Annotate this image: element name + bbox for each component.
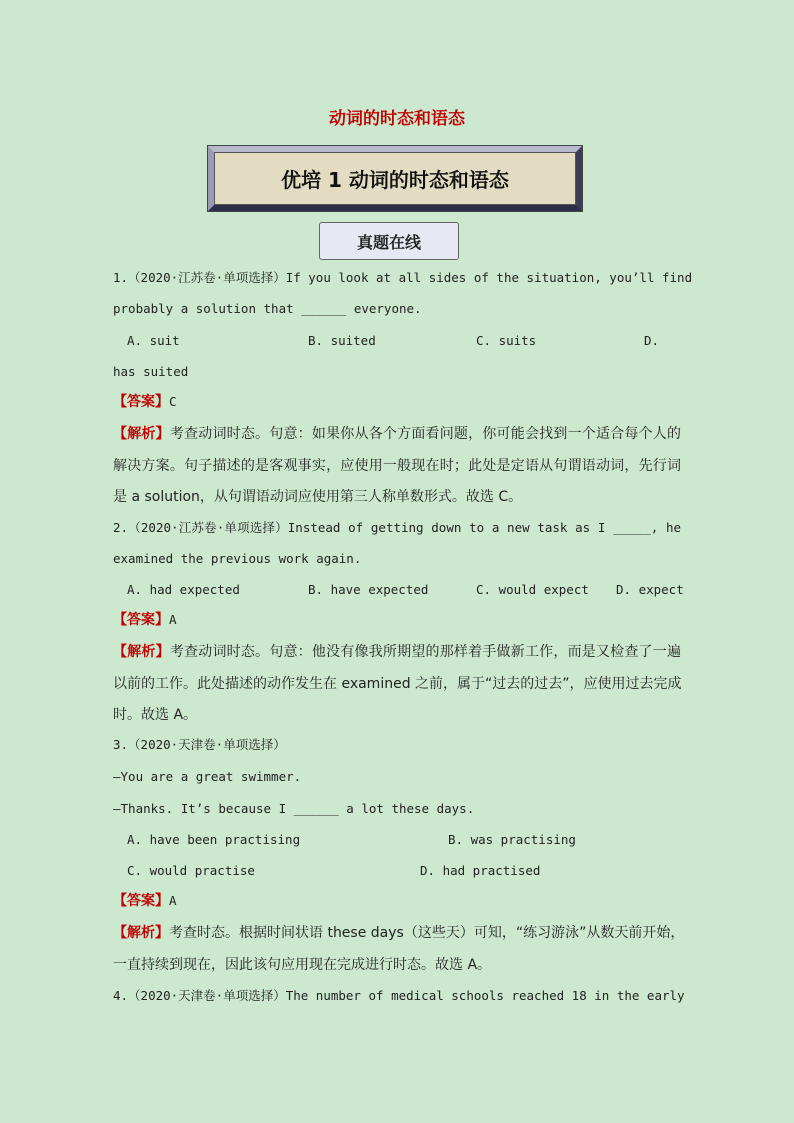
question-1-answer bbox=[113, 392, 681, 412]
option-b: B. suited bbox=[308, 333, 376, 348]
banner-title: 优培 1 动词的时态和语态 bbox=[214, 152, 576, 205]
question-2-answer bbox=[113, 610, 681, 630]
answer-tag: 【答案】 bbox=[113, 394, 169, 410]
section-heading: 真题在线 bbox=[319, 222, 459, 260]
question-3-stem-line-1: 3.（2020·天津卷·单项选择） bbox=[113, 737, 286, 752]
option-d: D. expect bbox=[616, 582, 684, 597]
answer-value: A bbox=[169, 893, 177, 908]
option-b: B. was practising bbox=[448, 832, 576, 847]
question-2-analysis-line-2: 以前的工作。此处描述的动作发生在 examined 之前，属于“过去的过去”，应使用过去完成 bbox=[113, 676, 682, 692]
option-b: B. have expected bbox=[308, 582, 429, 597]
answer-tag: 【答案】 bbox=[113, 612, 169, 628]
question-2-analysis-line-3: 时。故选 A。 bbox=[113, 707, 198, 723]
option-a: A. have been practising bbox=[127, 832, 301, 847]
option-c: C. would expect bbox=[476, 582, 589, 597]
question-3-stem-line-2: —You are a great swimmer. bbox=[113, 769, 302, 784]
question-1-analysis-line-1 bbox=[113, 424, 681, 444]
analysis-tag: 【解析】 bbox=[113, 925, 169, 941]
analysis-tag: 【解析】 bbox=[113, 644, 170, 660]
option-d: D. bbox=[644, 333, 660, 348]
analysis-text: 考查时态。根据时间状语 these days（这些天）可知，“练习游泳”从数天前开始， bbox=[169, 925, 685, 941]
question-3-answer bbox=[113, 891, 681, 911]
option-a: A. had expected bbox=[127, 582, 240, 597]
question-1-option-d-cont: has suited bbox=[113, 364, 189, 379]
question-2-stem-line-1: 2.（2020·江苏卷·单项选择）Instead of getting down to a new task as I _____, he bbox=[113, 520, 681, 535]
analysis-text: 考查动词时态。句意：他没有像我所期望的那样着手做新工作，而是又检查了一遍 bbox=[169, 644, 682, 660]
question-1-stem-line-2: probably a solution that ______ everyone. bbox=[113, 301, 422, 316]
question-1-stem-line-1: 1.（2020·江苏卷·单项选择）If you look at all sides of the situation, you’ll find bbox=[113, 270, 693, 285]
option-c: C. suits bbox=[476, 333, 537, 348]
question-3-analysis-line-1 bbox=[113, 923, 685, 943]
answer-tag: 【答案】 bbox=[113, 893, 169, 909]
answer-value: A bbox=[169, 612, 177, 627]
document-title: 动词的时态和语态 bbox=[329, 109, 465, 129]
lesson-banner bbox=[207, 145, 583, 212]
analysis-tag: 【解析】 bbox=[113, 426, 170, 442]
question-2-stem-line-2: examined the previous work again. bbox=[113, 551, 362, 566]
option-d: D. had practised bbox=[420, 863, 541, 878]
analysis-text: 考查动词时态。句意：如果你从各个方面看问题，你可能会找到一个适合每个人的 bbox=[169, 426, 682, 442]
question-4-stem-line-1: 4.（2020·天津卷·单项选择）The number of medical schools reached 18 in the early bbox=[113, 988, 685, 1003]
option-c: C. would practise bbox=[127, 863, 255, 878]
answer-value: C bbox=[169, 394, 177, 409]
question-3-analysis-line-2: 一直持续到现在，因此该句应用现在完成进行时态。故选 A。 bbox=[113, 957, 492, 973]
question-1-analysis-line-2: 解决方案。句子描述的是客观事实，应使用一般现在时；此处是定语从句谓语动词，先行词 bbox=[113, 458, 681, 474]
option-a: A. suit bbox=[127, 333, 180, 348]
question-3-stem-line-3: —Thanks. It’s because I ______ a lot these days. bbox=[113, 801, 475, 816]
question-2-analysis-line-1 bbox=[113, 642, 681, 662]
question-1-analysis-line-3: 是 a solution，从句谓语动词应使用第三人称单数形式。故选 C。 bbox=[113, 489, 523, 505]
